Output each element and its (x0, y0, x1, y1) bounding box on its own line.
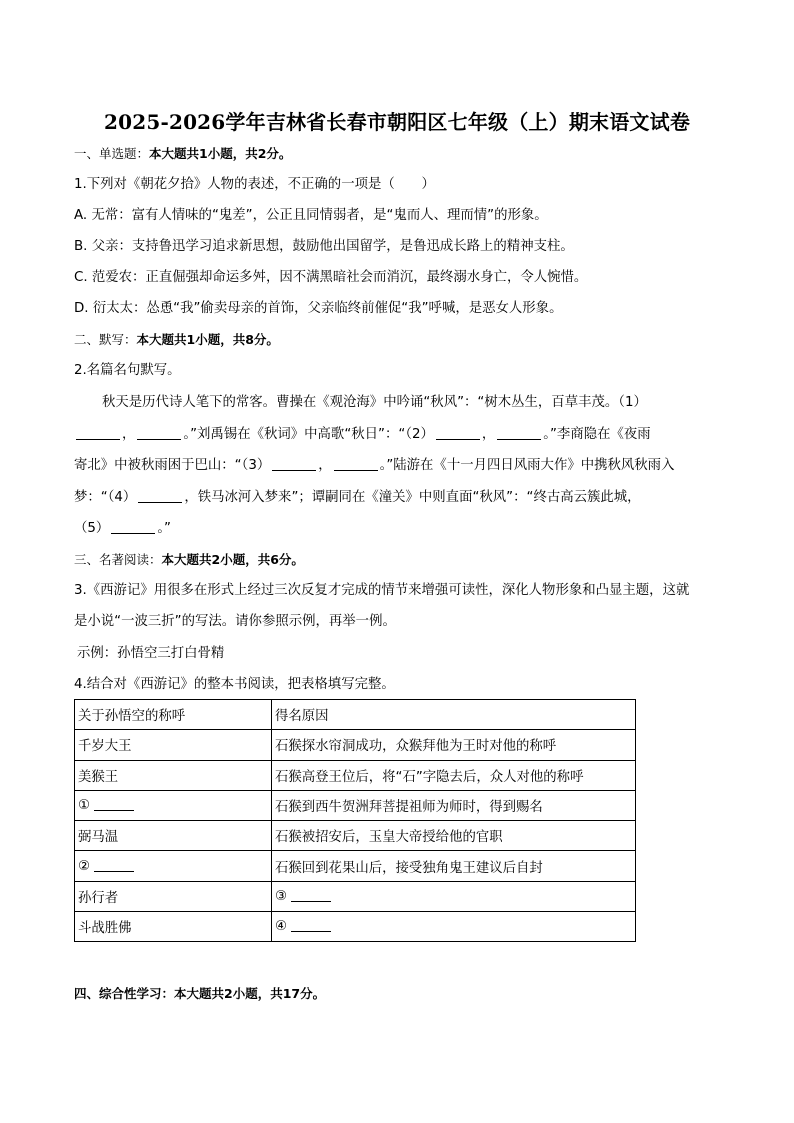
table-row (75, 912, 636, 942)
section-heading-3 (74, 551, 304, 569)
section-heading-2 (74, 331, 279, 349)
table-row (75, 760, 636, 790)
passage-text: ， (481, 427, 496, 442)
question-4-stem: 4.结合对《西游记》的整本书阅读，把表格填写完整。 (74, 677, 395, 692)
answer-blank[interactable] (334, 457, 378, 471)
answer-blank[interactable] (137, 426, 181, 440)
option-c: C. 范爱农：正直倔强却命运多舛，因不满黑暗社会而消沉，最终溺水身亡，令人惋惜。 (74, 270, 588, 285)
table-header: 得名原因 (272, 700, 636, 730)
passage-line-4 (74, 489, 641, 507)
table-cell (75, 851, 272, 881)
section-label: 四、综合性学习： (74, 986, 175, 1001)
passage-line-5 (74, 520, 171, 538)
answer-blank[interactable] (94, 859, 134, 872)
table-row (75, 851, 636, 881)
passage-text: ，铁马冰河入梦来”；谭嗣同在《潼关》中则直面“秋风”：“终古高云簇此城， (184, 490, 641, 505)
section-desc: 本大题共2小题，共17分。 (174, 986, 326, 1001)
question-3-line-1: 3.《西游记》用很多在形式上经过三次反复才完成的情节来增强可读性，深化人物形象和凸显主题，这就 (74, 583, 690, 598)
section-desc: 本大题共1小题，共2分。 (149, 146, 292, 161)
passage-line-2 (74, 426, 651, 444)
passage-line-3 (74, 457, 674, 475)
table-cell: 弼马温 (75, 821, 272, 851)
section-desc: 本大题共1小题，共8分。 (136, 332, 279, 347)
passage-text: （5） (74, 521, 110, 536)
question-3-example: 示例：孙悟空三打白骨精 (77, 646, 225, 661)
table-cell: 千岁大王 (75, 730, 272, 760)
passage-text: ， (122, 427, 136, 442)
answer-blank[interactable] (94, 798, 134, 811)
section-label: 三、名著阅读： (74, 552, 162, 567)
option-d: D. 衍太太：怂恿“我”偷卖母亲的首饰，父亲临终前催促“我”呼喊，是恶女人形象。 (74, 301, 563, 316)
passage-text: 。”陆游在《十一月四日风雨大作》中携秋风秋雨入 (379, 458, 675, 473)
table-cell: 石猴高登王位后，将“石”字隐去后，众人对他的称呼 (272, 760, 636, 790)
table-cell: 斗战胜佛 (75, 912, 272, 942)
table-row (75, 730, 636, 760)
table-row (75, 790, 636, 820)
table-row (75, 881, 636, 911)
passage-text: 梦：“（4） (74, 490, 137, 505)
option-b: B. 父亲：支持鲁迅学习追求新思想，鼓励他出国留学，是鲁迅成长路上的精神支柱。 (74, 239, 574, 254)
table-cell (272, 912, 636, 942)
table-cell (75, 790, 272, 820)
question-1-stem: 1.下列对《朝花夕拾》人物的表述，不正确的一项是（ ） (74, 177, 435, 192)
question-3-line-2: 是小说“一波三折”的写法。请你参照示例，再举一例。 (74, 614, 396, 629)
table-header: 关于孙悟空的称呼 (75, 700, 272, 730)
table-cell: 石猴探水帘洞成功，众猴拜他为王时对他的称呼 (272, 730, 636, 760)
section-label: 一、单选题： (74, 146, 150, 161)
answer-blank[interactable] (272, 457, 316, 471)
table-cell (272, 881, 636, 911)
table-cell: 石猴到西牛贺洲拜菩提祖师为师时，得到赐名 (272, 790, 636, 820)
table-header-row (75, 700, 636, 730)
blank-number: ③ (275, 888, 288, 904)
table-cell: 石猴回到花果山后，接受独角鬼王建议后自封 (272, 851, 636, 881)
section-label: 二、默写： (74, 332, 137, 347)
passage-text: 。”刘禹锡在《秋词》中高歌“秋日”：“（2） (183, 427, 434, 442)
section-desc: 本大题共2小题，共6分。 (161, 552, 304, 567)
answer-blank[interactable] (111, 520, 155, 534)
page-title: 2025-2026学年吉林省长春市朝阳区七年级（上）期末语文试卷 (103, 110, 691, 134)
passage-text: 。”李商隐在《夜雨 (543, 427, 651, 442)
answer-blank[interactable] (436, 426, 480, 440)
blank-number: ④ (275, 919, 288, 935)
section-heading-4 (74, 985, 325, 1003)
option-a: A. 无常：富有人情味的“鬼差”，公正且同情弱者，是“鬼而人、理而情”的形象。 (74, 208, 548, 223)
table-row (75, 821, 636, 851)
passage-text: ， (318, 458, 332, 473)
nickname-table (74, 699, 636, 942)
section-heading-1 (74, 145, 291, 163)
answer-blank[interactable] (291, 889, 331, 902)
passage-line-1: 秋天是历代诗人笔下的常客。曹操在《观沧海》中吟诵“秋风”：“树木丛生，百草丰茂。（1） (102, 395, 647, 410)
answer-blank[interactable] (138, 489, 182, 503)
answer-blank[interactable] (497, 426, 541, 440)
blank-number: ① (78, 798, 91, 814)
passage-text: 。” (157, 521, 171, 536)
table-cell: 孙行者 (75, 881, 272, 911)
blank-number: ② (78, 858, 91, 874)
question-2-stem: 2.名篇名句默写。 (74, 363, 181, 378)
answer-blank[interactable] (76, 426, 120, 440)
answer-blank[interactable] (291, 919, 331, 932)
table-cell: 石猴被招安后，玉皇大帝授给他的官职 (272, 821, 636, 851)
table-cell: 美猴王 (75, 760, 272, 790)
passage-text: 寄北》中被秋雨困于巴山：“（3） (74, 458, 271, 473)
